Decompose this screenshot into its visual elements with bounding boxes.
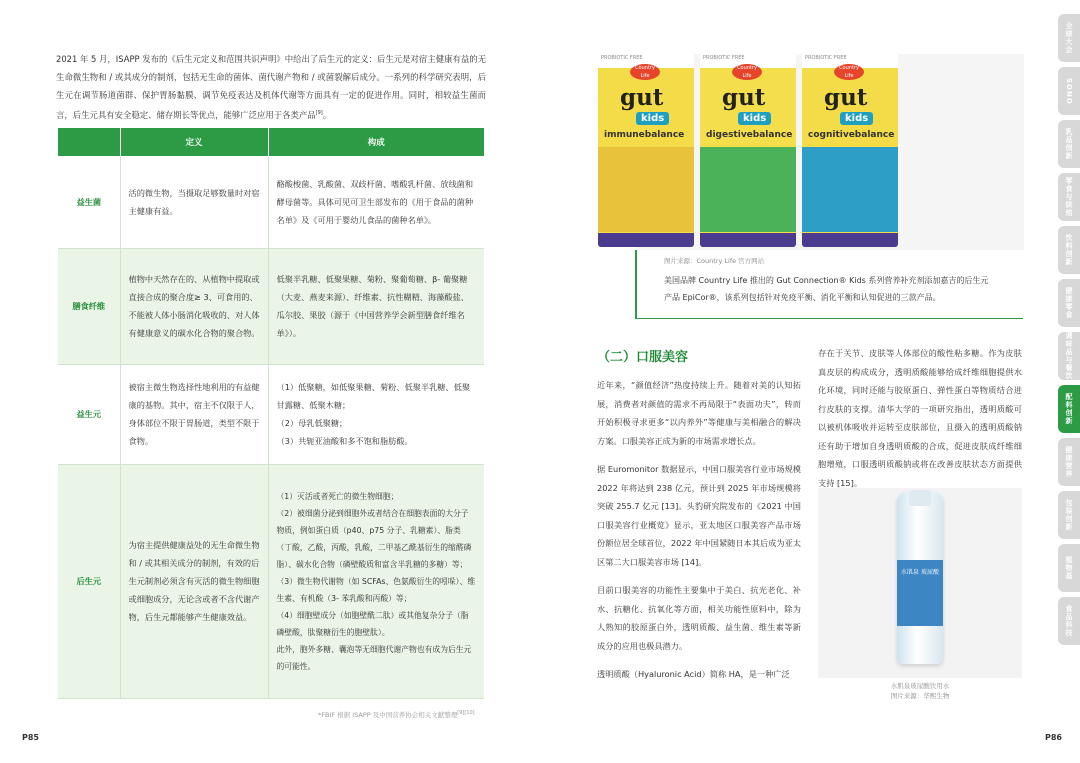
kids-badge: kids [840,112,873,125]
product-name: gut [824,84,868,111]
composition-cell: （1）低聚糖，如低聚果糖、菊粉、低聚半乳糖、低聚甘露糖、低聚木糖； （2）母乳低聚糖； （3）共轭亚油酸和多不饱和脂肪酸。 [268,364,484,464]
bottle-cap [909,490,931,506]
kids-badge: kids [636,112,669,125]
product-box [802,52,898,247]
side-tab[interactable]: 饮料创新 [1058,226,1080,274]
side-tabs [1052,14,1080,650]
term-cell: 膳食纤维 [58,248,120,364]
product-illustration [598,147,694,232]
side-tab[interactable]: 包装创新 [1058,491,1080,539]
page-number-right: P86 [1045,733,1062,742]
paragraph: 透明质酸（Hyaluronic Acid）简称 HA，是一种广泛 [597,669,790,679]
image-source: 图片来源：Country Life 官方网站 [664,257,765,265]
side-tab[interactable]: 食品科技 [1058,597,1080,645]
paragraph: 近年来，“颜值经济”热度持续上升。随着对美的认知拓展，消费者对颜值的需求不再局限于“表面功夫”，转而开始积极寻求更多“以内养外”等健康与美相融合的解决方案。口服美容正成为新的市场需求增长点。 [597,380,801,446]
table-header-composition: 构成 [268,128,484,156]
body-column-1 [597,376,801,694]
term-cell: 后生元 [58,464,120,698]
table-source-note: *FBIF 根据 ISAPP 及中国营养协会相关文献整理[9][10] [318,710,475,720]
table-row [58,156,484,248]
caption-accent-line [635,250,637,318]
intro-paragraph: 2021 年 5 月，ISAPP 发布的《后生元定义和范围共识声明》中给出了后生元的定义：后生元是对宿主健康有益的无生命微生物和 / 或其成分的制剂，包括无生命的菌体、菌代谢产物和 / 或菌裂解后成分。一系列的科学研究表明，后生元在调节肠道菌群、保护胃肠黏膜、调节免疫表达及机体代谢等方面具有一定的促进作用。同时，相较益生菌而言，后生元具有安全稳定、储存期长等优点，能够广泛应用于各类产品[9]。 [56,54,486,120]
definition-cell: 被宿主微生物选择性地利用的有益健康的基物。其中，宿主不仅限于人，身体部位不限于胃肠道，类型不限于食物。 [120,364,268,464]
paragraph: 存在于关节、皮肤等人体部位的酸性粘多糖。作为皮肤真皮层的构成成分，透明质酸能够给成纤维细胞提供水化环境，同时还能与胶原蛋白、弹性蛋白等物质结合进行皮肤的支撑。清华大学的一项研究指出，透明质酸可以被机体吸收并运转至皮肤部位，且摄入的透明质酸钠还有助于增加自身透明质酸的合成，促进皮肤成纤维细胞增殖，口服透明质酸钠或将在改善皮肤状态方面提供支持 [15]。 [818,348,1022,488]
side-tab[interactable]: 植物基 [1058,544,1080,592]
side-tab[interactable]: SONO [1058,67,1080,115]
section-title: （二）口服美容 [597,350,689,365]
side-tab[interactable]: 零食与烘焙 [1058,173,1080,221]
page-number-left: P85 [22,733,39,742]
caption-bottom-line [635,318,1023,319]
side-tab[interactable]: 乳品创新 [1058,120,1080,168]
body-column-2 [818,344,1022,492]
composition-cell: 酪酸梭菌、乳酸菌、双歧杆菌、嗜酸乳杆菌、放线菌和酵母菌等。具体可见可卫生部发布的《用于食品的菌种名单》及《可用于婴幼儿食品的菌种名单》。 [268,156,484,248]
side-tab[interactable]: 配料创新 [1058,385,1080,433]
water-caption: 水肌泉玻尿酸饮用水 图片来源：华熙生物 [890,682,950,700]
side-tab[interactable]: 健康营养 [1058,438,1080,486]
term-cell: 益生元 [58,364,120,464]
product-variant: digestivebalance [706,130,793,140]
bottle-label: 水肌泉 玻尿酸 [897,560,943,626]
table-header-row [58,128,484,156]
product-illustration [802,147,898,232]
term-cell: 益生菌 [58,156,120,248]
product-caption: 美国品牌 Country Life 推出的 Gut Connection® Kids 系列营养补充剂添加嘉吉的后生元产品 EpiCor®，该系列包括针对免疫平衡、消化平衡和认知促进的三款产品。 [664,276,989,302]
product-footer-band [700,233,796,247]
definition-cell: 为宿主提供健康益处的无生命微生物和 / 或其相关成分的制剂，有效的后生元制剂必须含有灭活的微生物细胞或细胞成分，无论含或者不含代谢产物，后生元都能够产生健康效益。 [120,464,268,698]
brand-logo: Country Life [834,64,864,80]
product-illustration [700,147,796,232]
product-variant: cognitivebalance [808,130,895,140]
definition-cell: 植物中天然存在的、从植物中提取或直接合成的聚合度≥ 3、可食用的、不能被人体小肠消化吸收的、对人体有健康意义的碳水化合物的聚合物。 [120,248,268,364]
table-row [58,364,484,464]
side-tab[interactable]: 健康零食 [1058,279,1080,327]
comparison-table [58,128,484,699]
product-band: PROBIOTIC FREE [700,52,796,68]
brand-logo: Country Life [630,64,660,80]
product-variant: immunebalance [604,130,685,140]
product-band: PROBIOTIC FREE [802,52,898,68]
product-name: gut [620,84,664,111]
product-band: PROBIOTIC FREE [598,52,694,68]
side-tab[interactable]: 全球大会 [1058,14,1080,62]
product-box [700,52,796,247]
brand-logo: Country Life [732,64,762,80]
table-header-definition: 定义 [120,128,268,156]
product-footer-band [802,233,898,247]
composition-cell: 低聚半乳糖、低聚果糖、菊粉、聚葡萄糖、β- 葡聚糖（大麦、燕麦来源）、纤维素、抗性糊精、海藻酸盐、瓜尔胶、果胶（源于《中国营养学会新型膳食纤维名单》）。 [268,248,484,364]
product-name: gut [722,84,766,111]
table-row [58,464,484,698]
paragraph: 目前口服美容的功能性主要集中于美白、抗光老化、补水、抗糖化、抗氧化等方面，相关功能性原料中，除为人熟知的胶原蛋白外，透明质酸、益生菌、维生素等新成分的应用也极具潜力。 [597,585,801,651]
product-box [598,52,694,247]
table-row [58,248,484,364]
paragraph: 据 Euromonitor 数据显示，中国口服美容行业市场规模 2022 年将达到 238 亿元，预计到 2025 年市场规模将突破 255.7 亿元 [13]。头豹研究院发布的《2021 中国口服美容行业概览》显示，亚太地区口服美容产品市场份额位居全球首位，2022 年中国紧随日本其后成为亚太区第二大口服美容市场 [14]。 [597,464,801,567]
product-footer-band [598,233,694,247]
composition-cell: （1）灭活或者死亡的微生物细胞； （2）被细菌分泌到细胞外或者结合在细胞表面的大分子物质，例如蛋白质（p40、p75 分子、乳糖素）、脂类（丁酸，乙酸，丙酸，乳酸，二甲基乙酰基衍生的缩醛磷脂）、碳水化合物（磷壁酸质和富含半乳糖的多糖）等； （3）微生物代谢物（如 SCFAs、色氨酸衍生的吲哚）、维生素、有机酸（3- 苯乳酸和丙酸）等； （4）细胞壁成分（如胞壁酰二肽）或其他复杂分子（脂磷壁酸，肽聚糖衍生的胞壁肽）。 此外，胞外多糖、囊泡等无细胞代谢产物也有成为后生元的可能性。 [268,464,484,698]
definition-cell: 活的微生物，当摄取足够数量时对宿主健康有益。 [120,156,268,248]
table-header-empty [58,128,120,156]
side-tab[interactable]: 调味品与餐饮 [1058,332,1080,380]
kids-badge: kids [738,112,771,125]
